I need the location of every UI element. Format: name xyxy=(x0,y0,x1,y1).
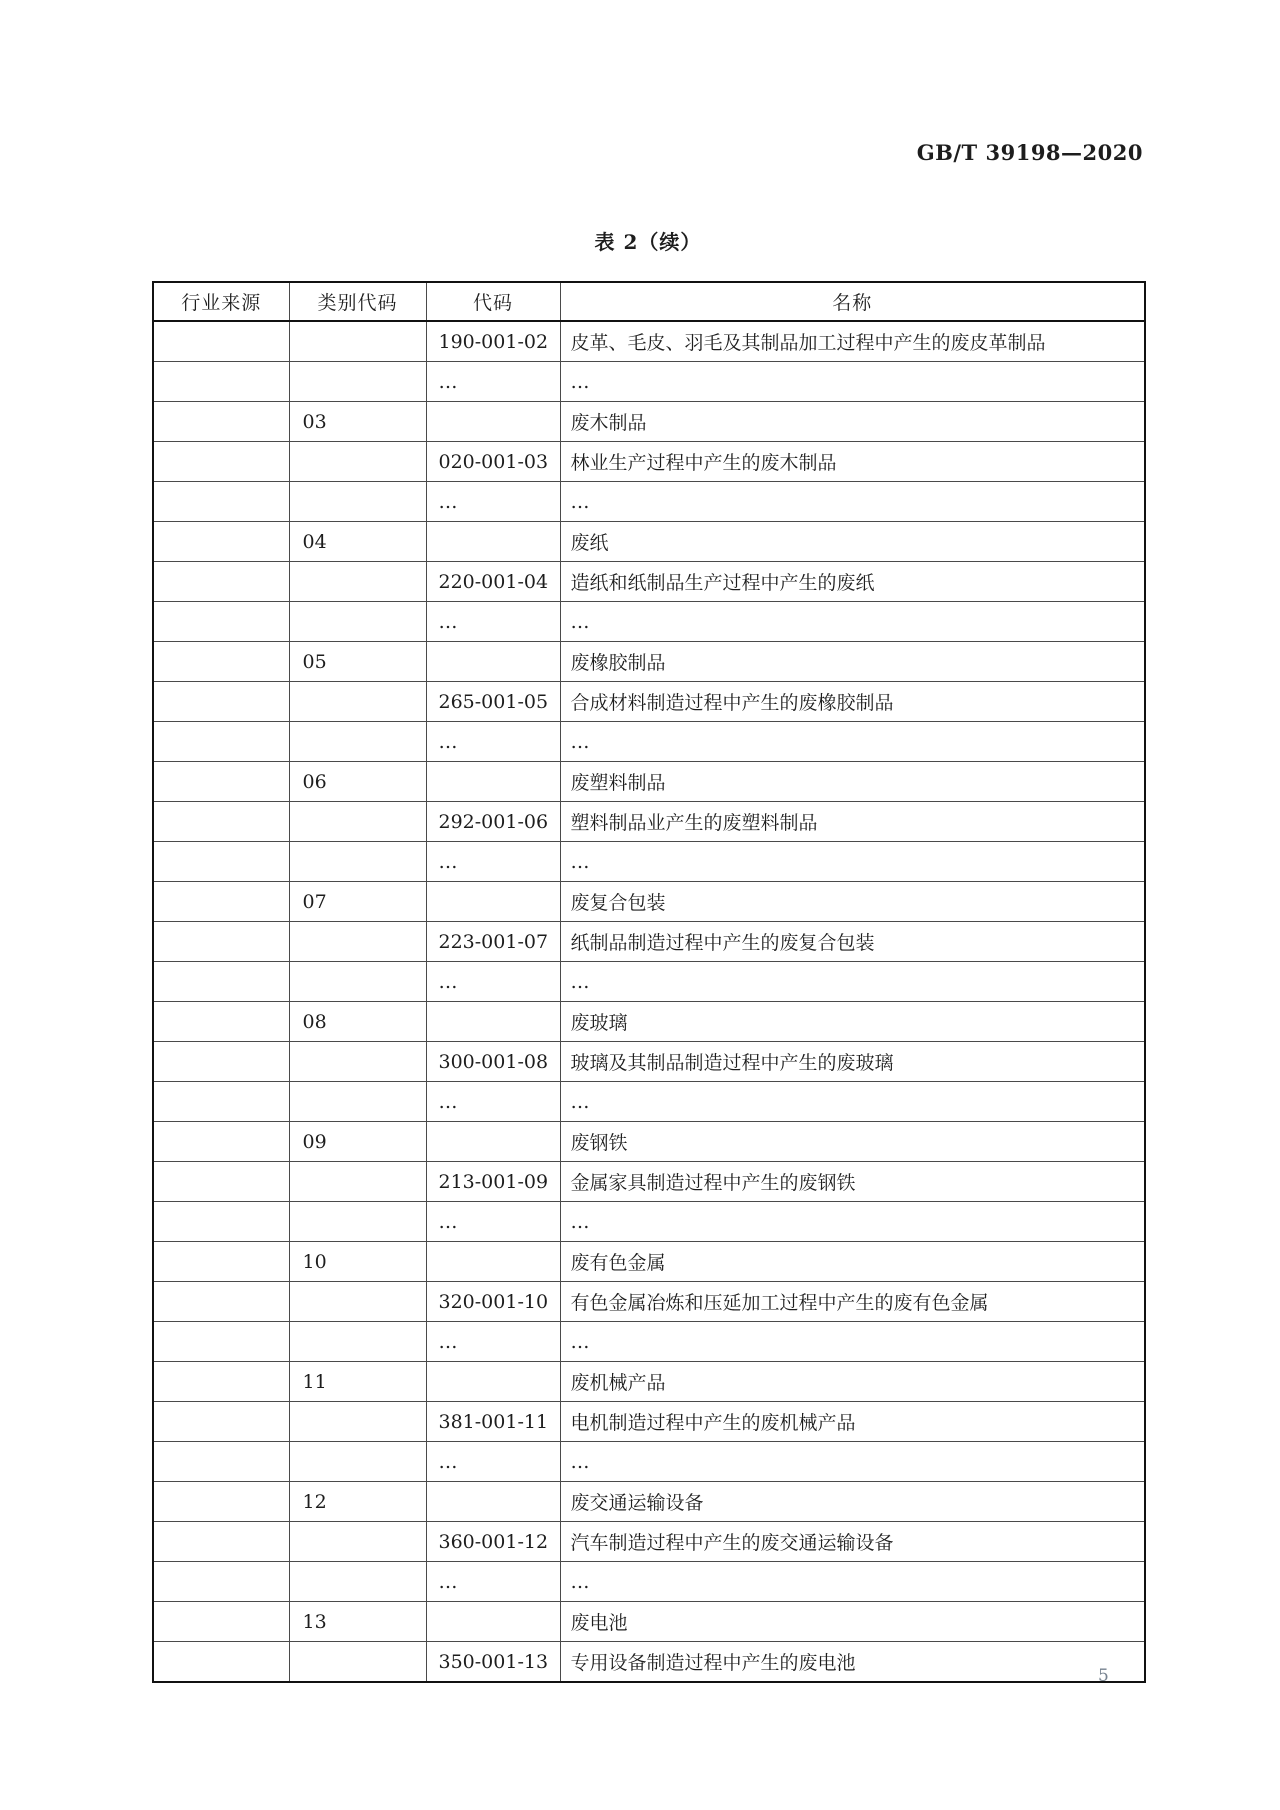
table-row xyxy=(153,1362,1145,1402)
cell-category-code xyxy=(289,1082,426,1122)
table-row xyxy=(153,1562,1145,1602)
cell-code: 350-001-13 xyxy=(426,1642,560,1683)
table-row xyxy=(153,962,1145,1002)
cell-category-code xyxy=(289,482,426,522)
page-number: 5 xyxy=(1098,1666,1109,1686)
table-row xyxy=(153,1602,1145,1642)
table-header-row xyxy=(153,282,1145,321)
table-row xyxy=(153,922,1145,962)
cell-industry-source xyxy=(153,1362,289,1402)
cell-name: 林业生产过程中产生的废木制品 xyxy=(560,442,1145,482)
cell-name: 废塑料制品 xyxy=(560,762,1145,802)
cell-category-code xyxy=(289,1642,426,1683)
cell-code: … xyxy=(426,1202,560,1242)
cell-code: 213-001-09 xyxy=(426,1162,560,1202)
cell-industry-source xyxy=(153,562,289,602)
cell-industry-source xyxy=(153,1482,289,1522)
cell-name: 皮革、毛皮、羽毛及其制品加工过程中产生的废皮革制品 xyxy=(560,321,1145,362)
table-row xyxy=(153,602,1145,642)
table-row xyxy=(153,482,1145,522)
cell-name: … xyxy=(560,1562,1145,1602)
cell-category-code: 06 xyxy=(289,762,426,802)
cell-industry-source xyxy=(153,1002,289,1042)
cell-category-code: 11 xyxy=(289,1362,426,1402)
cell-category-code: 12 xyxy=(289,1482,426,1522)
cell-industry-source xyxy=(153,442,289,482)
table-row xyxy=(153,802,1145,842)
cell-code xyxy=(426,1002,560,1042)
table-row xyxy=(153,1122,1145,1162)
cell-industry-source xyxy=(153,722,289,762)
cell-name: 废电池 xyxy=(560,1602,1145,1642)
cell-category-code xyxy=(289,842,426,882)
cell-category-code xyxy=(289,802,426,842)
standard-code: GB/T 39198—2020 xyxy=(916,140,1143,165)
cell-industry-source xyxy=(153,1442,289,1482)
cell-category-code: 07 xyxy=(289,882,426,922)
cell-category-code xyxy=(289,1322,426,1362)
cell-code xyxy=(426,1482,560,1522)
cell-industry-source xyxy=(153,1162,289,1202)
cell-name: 纸制品制造过程中产生的废复合包装 xyxy=(560,922,1145,962)
cell-industry-source xyxy=(153,1642,289,1683)
cell-industry-source xyxy=(153,1202,289,1242)
table-row xyxy=(153,842,1145,882)
table-row xyxy=(153,642,1145,682)
cell-industry-source xyxy=(153,1282,289,1322)
cell-category-code: 04 xyxy=(289,522,426,562)
cell-name: … xyxy=(560,602,1145,642)
cell-name: … xyxy=(560,1442,1145,1482)
cell-name: 电机制造过程中产生的废机械产品 xyxy=(560,1402,1145,1442)
cell-category-code xyxy=(289,722,426,762)
cell-category-code xyxy=(289,682,426,722)
cell-code: 190-001-02 xyxy=(426,321,560,362)
cell-name: … xyxy=(560,722,1145,762)
cell-code: … xyxy=(426,1082,560,1122)
cell-name: … xyxy=(560,842,1145,882)
cell-industry-source xyxy=(153,602,289,642)
table-body xyxy=(153,321,1145,1682)
waste-classification-table xyxy=(152,281,1146,1683)
cell-code xyxy=(426,1362,560,1402)
cell-name: … xyxy=(560,962,1145,1002)
table-row xyxy=(153,1442,1145,1482)
table-row xyxy=(153,882,1145,922)
table-row xyxy=(153,682,1145,722)
cell-code xyxy=(426,642,560,682)
cell-code xyxy=(426,522,560,562)
cell-industry-source xyxy=(153,802,289,842)
cell-name: 废交通运输设备 xyxy=(560,1482,1145,1522)
cell-category-code xyxy=(289,321,426,362)
cell-code: 320-001-10 xyxy=(426,1282,560,1322)
cell-category-code xyxy=(289,1562,426,1602)
cell-category-code xyxy=(289,1522,426,1562)
cell-code xyxy=(426,1122,560,1162)
cell-code xyxy=(426,882,560,922)
cell-industry-source xyxy=(153,362,289,402)
cell-code: … xyxy=(426,1322,560,1362)
cell-name: 塑料制品业产生的废塑料制品 xyxy=(560,802,1145,842)
cell-code: 300-001-08 xyxy=(426,1042,560,1082)
cell-category-code xyxy=(289,562,426,602)
cell-category-code xyxy=(289,1442,426,1482)
cell-name: 金属家具制造过程中产生的废钢铁 xyxy=(560,1162,1145,1202)
cell-category-code xyxy=(289,442,426,482)
cell-industry-source xyxy=(153,1562,289,1602)
table-row xyxy=(153,1162,1145,1202)
table-row xyxy=(153,362,1145,402)
table-row xyxy=(153,1202,1145,1242)
cell-industry-source xyxy=(153,1322,289,1362)
table-row xyxy=(153,1042,1145,1082)
cell-name: 专用设备制造过程中产生的废电池 xyxy=(560,1642,1145,1683)
cell-name: 汽车制造过程中产生的废交通运输设备 xyxy=(560,1522,1145,1562)
cell-industry-source xyxy=(153,482,289,522)
cell-category-code: 13 xyxy=(289,1602,426,1642)
table-row xyxy=(153,1322,1145,1362)
cell-code: … xyxy=(426,722,560,762)
table-row xyxy=(153,1282,1145,1322)
cell-industry-source xyxy=(153,922,289,962)
cell-industry-source xyxy=(153,1082,289,1122)
cell-industry-source xyxy=(153,321,289,362)
table-row xyxy=(153,1002,1145,1042)
cell-industry-source xyxy=(153,1522,289,1562)
cell-code: … xyxy=(426,362,560,402)
col-header-code: 代码 xyxy=(426,282,560,321)
cell-code: … xyxy=(426,962,560,1002)
cell-category-code xyxy=(289,1282,426,1322)
col-header-industry-source: 行业来源 xyxy=(153,282,289,321)
table-row xyxy=(153,522,1145,562)
cell-name: 废有色金属 xyxy=(560,1242,1145,1282)
cell-industry-source xyxy=(153,1602,289,1642)
cell-industry-source xyxy=(153,842,289,882)
cell-code: … xyxy=(426,482,560,522)
cell-name: 废钢铁 xyxy=(560,1122,1145,1162)
cell-category-code xyxy=(289,962,426,1002)
cell-name: 合成材料制造过程中产生的废橡胶制品 xyxy=(560,682,1145,722)
cell-name: … xyxy=(560,1082,1145,1122)
cell-industry-source xyxy=(153,1042,289,1082)
table-row xyxy=(153,1242,1145,1282)
cell-category-code xyxy=(289,1202,426,1242)
table-row xyxy=(153,722,1145,762)
cell-category-code: 05 xyxy=(289,642,426,682)
cell-code: … xyxy=(426,1562,560,1602)
cell-code: … xyxy=(426,842,560,882)
cell-category-code xyxy=(289,1402,426,1442)
cell-category-code xyxy=(289,1042,426,1082)
cell-industry-source xyxy=(153,402,289,442)
cell-code: 292-001-06 xyxy=(426,802,560,842)
cell-name: 造纸和纸制品生产过程中产生的废纸 xyxy=(560,562,1145,602)
table-row xyxy=(153,1642,1145,1683)
table-row xyxy=(153,1082,1145,1122)
cell-code: … xyxy=(426,602,560,642)
cell-industry-source xyxy=(153,1122,289,1162)
cell-category-code: 09 xyxy=(289,1122,426,1162)
cell-industry-source xyxy=(153,882,289,922)
cell-name: 废橡胶制品 xyxy=(560,642,1145,682)
cell-category-code: 08 xyxy=(289,1002,426,1042)
cell-code xyxy=(426,1602,560,1642)
cell-name: 废木制品 xyxy=(560,402,1145,442)
cell-industry-source xyxy=(153,1242,289,1282)
cell-name: 有色金属冶炼和压延加工过程中产生的废有色金属 xyxy=(560,1282,1145,1322)
cell-code: … xyxy=(426,1442,560,1482)
cell-name: … xyxy=(560,1202,1145,1242)
table-row xyxy=(153,762,1145,802)
cell-category-code: 03 xyxy=(289,402,426,442)
cell-name: … xyxy=(560,1322,1145,1362)
cell-name: 废机械产品 xyxy=(560,1362,1145,1402)
table-row xyxy=(153,1402,1145,1442)
table-row xyxy=(153,402,1145,442)
cell-code xyxy=(426,402,560,442)
cell-category-code xyxy=(289,1162,426,1202)
cell-code xyxy=(426,1242,560,1282)
cell-category-code xyxy=(289,362,426,402)
table-row xyxy=(153,1522,1145,1562)
cell-name: … xyxy=(560,482,1145,522)
table-row xyxy=(153,1482,1145,1522)
cell-code: 265-001-05 xyxy=(426,682,560,722)
col-header-name: 名称 xyxy=(560,282,1145,321)
cell-industry-source xyxy=(153,522,289,562)
cell-industry-source xyxy=(153,1402,289,1442)
cell-name: 玻璃及其制品制造过程中产生的废玻璃 xyxy=(560,1042,1145,1082)
cell-name: 废复合包装 xyxy=(560,882,1145,922)
cell-code: 360-001-12 xyxy=(426,1522,560,1562)
cell-name: 废纸 xyxy=(560,522,1145,562)
cell-category-code xyxy=(289,922,426,962)
table-title: 表 2（续） xyxy=(594,230,702,254)
cell-industry-source xyxy=(153,962,289,1002)
cell-name: 废玻璃 xyxy=(560,1002,1145,1042)
cell-industry-source xyxy=(153,762,289,802)
table-row xyxy=(153,562,1145,602)
cell-category-code xyxy=(289,602,426,642)
cell-code xyxy=(426,762,560,802)
cell-code: 020-001-03 xyxy=(426,442,560,482)
col-header-category-code: 类别代码 xyxy=(289,282,426,321)
cell-name: … xyxy=(560,362,1145,402)
cell-code: 223-001-07 xyxy=(426,922,560,962)
table-row xyxy=(153,442,1145,482)
cell-industry-source xyxy=(153,682,289,722)
cell-category-code: 10 xyxy=(289,1242,426,1282)
table-row xyxy=(153,321,1145,362)
cell-code: 220-001-04 xyxy=(426,562,560,602)
cell-industry-source xyxy=(153,642,289,682)
cell-code: 381-001-11 xyxy=(426,1402,560,1442)
